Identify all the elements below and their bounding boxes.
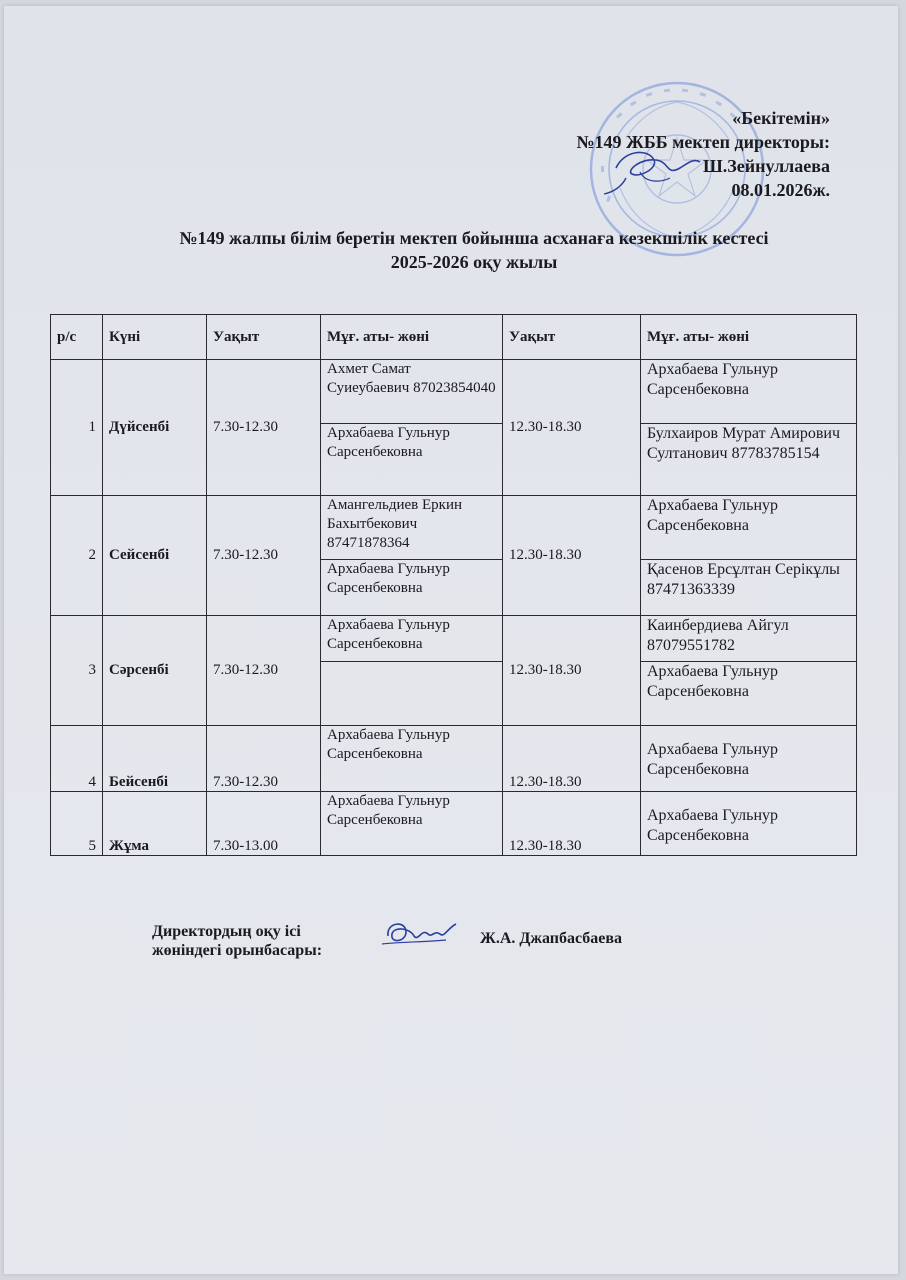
- approval-heading: «Бекітемін»: [732, 108, 830, 128]
- row-time-1: 7.30-12.30: [207, 496, 321, 616]
- approval-position: №149 ЖББ мектеп директоры:: [576, 132, 830, 152]
- header-teacher-2: Мұғ. аты- жөні: [641, 315, 857, 360]
- deputy-position: [152, 922, 322, 960]
- deputy-name: Ж.А. Джапбасбаева: [480, 930, 623, 947]
- row-teacher-1a: Архабаева Гульнур Сарсенбековна: [321, 726, 503, 792]
- row-teacher-1b: Архабаева Гульнур Сарсенбековна: [321, 560, 503, 616]
- approval-director-name: Ш.Зейнуллаева: [703, 156, 830, 176]
- document-title: [64, 226, 884, 274]
- table-row: [51, 496, 857, 560]
- table-row: [51, 726, 857, 792]
- row-day: Жұма: [103, 792, 207, 856]
- row-time-2: 12.30-18.30: [503, 726, 641, 792]
- header-time-1: Уақыт: [207, 315, 321, 360]
- row-number: 2: [51, 496, 103, 616]
- row-teacher-2a: Архабаева Гульнур Сарсенбековна: [641, 726, 857, 792]
- row-day: Сейсенбі: [103, 496, 207, 616]
- row-number: 5: [51, 792, 103, 856]
- table-row: [51, 360, 857, 424]
- row-time-2: 12.30-18.30: [503, 496, 641, 616]
- row-teacher-2b: Архабаева Гульнур Сарсенбековна: [641, 662, 857, 726]
- header-number: р/с: [51, 315, 103, 360]
- row-teacher-2a: Каинбердиева Айгул 87079551782: [641, 616, 857, 662]
- title-line-1: №149 жалпы білім беретін мектеп бойынша асханаға кезекшілік кестесі: [179, 228, 769, 248]
- row-teacher-2a: Архабаева Гульнур Сарсенбековна: [641, 360, 857, 424]
- row-number: 1: [51, 360, 103, 496]
- header-day: Күні: [103, 315, 207, 360]
- deputy-position-line-2: жөніндегі орынбасары:: [152, 942, 323, 959]
- document-page: [4, 6, 898, 1274]
- duty-schedule-table: [50, 314, 857, 856]
- title-line-2: 2025-2026 оқу жылы: [390, 252, 558, 272]
- table-header-row: [51, 315, 857, 360]
- row-time-2: 12.30-18.30: [503, 616, 641, 726]
- table-row: [51, 616, 857, 662]
- deputy-signature: [376, 914, 466, 954]
- row-teacher-1b: Архабаева Гульнур Сарсенбековна: [321, 424, 503, 496]
- deputy-position-line-1: Директордың оқу ісі: [152, 923, 301, 940]
- row-time-2: 12.30-18.30: [503, 792, 641, 856]
- row-teacher-2b: Қасенов Ерсұлтан Серікұлы 87471363339: [641, 560, 857, 616]
- row-teacher-1a: Ахмет Самат Суиеубаевич 87023854040: [321, 360, 503, 424]
- row-day: Бейсенбі: [103, 726, 207, 792]
- row-time-1: 7.30-12.30: [207, 360, 321, 496]
- row-teacher-1a: Амангельдиев Еркин Бахытбекович 87471878364: [321, 496, 503, 560]
- row-number: 4: [51, 726, 103, 792]
- row-teacher-2a: Архабаева Гульнур Сарсенбековна: [641, 496, 857, 560]
- header-teacher-1: Мұғ. аты- жөні: [321, 315, 503, 360]
- row-teacher-2b: Булхаиров Мурат Амирович Султанович 87783785154: [641, 424, 857, 496]
- row-time-1: 7.30-13.00: [207, 792, 321, 856]
- row-number: 3: [51, 616, 103, 726]
- header-time-2: Уақыт: [503, 315, 641, 360]
- row-time-1: 7.30-12.30: [207, 726, 321, 792]
- director-signature: [596, 138, 706, 198]
- row-teacher-2a: Архабаева Гульнур Сарсенбековна: [641, 792, 857, 856]
- row-teacher-1b: [321, 662, 503, 726]
- row-teacher-1a: Архабаева Гульнур Сарсенбековна: [321, 792, 503, 856]
- row-day: Дүйсенбі: [103, 360, 207, 496]
- approval-date: 08.01.2026ж.: [731, 180, 830, 200]
- row-day: Сәрсенбі: [103, 616, 207, 726]
- row-time-1: 7.30-12.30: [207, 616, 321, 726]
- table-row: [51, 792, 857, 856]
- row-teacher-1a: Архабаева Гульнур Сарсенбековна: [321, 616, 503, 662]
- row-time-2: 12.30-18.30: [503, 360, 641, 496]
